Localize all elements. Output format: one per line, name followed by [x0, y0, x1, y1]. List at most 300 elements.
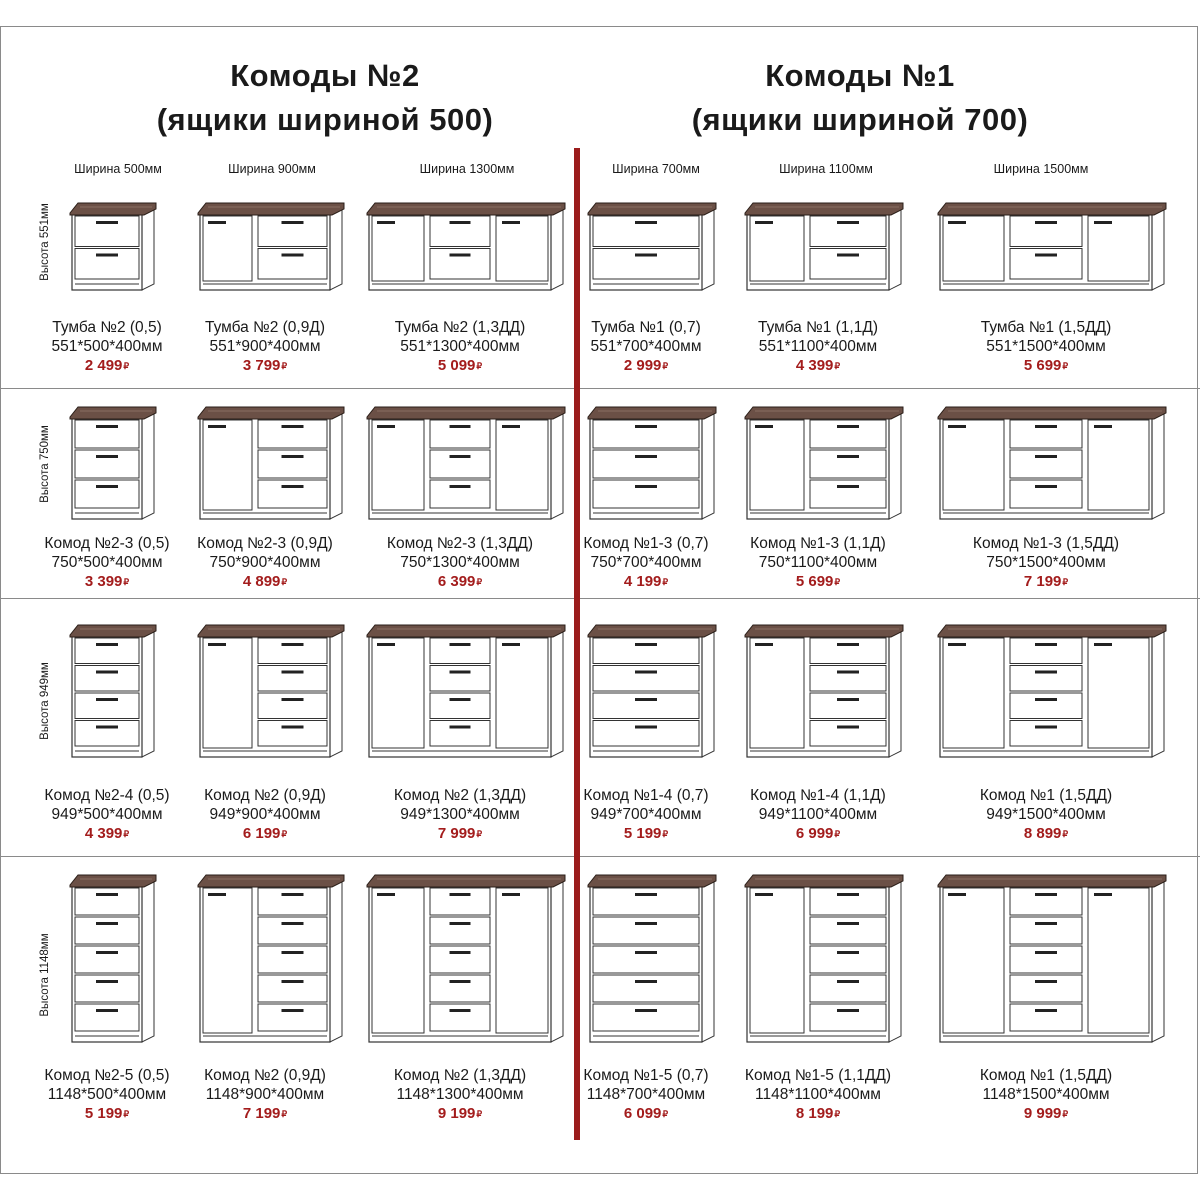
drawer-handle	[96, 726, 118, 729]
product-size: 1148*1100*400мм	[755, 1086, 881, 1103]
width-label: Ширина 700мм	[612, 162, 700, 176]
cabinet-side	[1152, 412, 1164, 519]
product-name: Тумба №2 (1,3ДД)	[394, 319, 526, 336]
drawer-handle	[450, 698, 471, 701]
product-name: Комод №2 (1,3ДД)	[393, 787, 527, 804]
product-size: 949*1500*400мм	[986, 806, 1106, 823]
drawer-front	[258, 420, 327, 448]
drawer-front	[810, 480, 886, 508]
product-card	[165, 786, 365, 844]
product-price	[946, 1104, 1146, 1124]
cabinet-drawing	[198, 200, 348, 300]
door-handle	[502, 425, 520, 428]
drawer-front	[430, 249, 490, 280]
drawer-handle	[450, 643, 471, 646]
cabinet-side	[702, 208, 714, 290]
product-price	[546, 824, 746, 844]
door-handle	[755, 221, 773, 224]
price-value: 6 399	[437, 573, 476, 590]
drawer-handle	[96, 951, 118, 954]
cabinet-side	[702, 880, 714, 1042]
height-label: Высота 750мм	[39, 425, 51, 503]
product-price	[165, 572, 365, 592]
drawer-front	[810, 249, 886, 280]
drawer-handle	[635, 671, 657, 674]
drawer-front	[810, 721, 886, 747]
currency-symbol: ₽	[662, 577, 669, 587]
door-handle	[502, 893, 520, 896]
product-price	[718, 356, 918, 376]
drawer-front	[75, 721, 139, 747]
cabinet-drawing	[938, 622, 1170, 767]
drawer-handle	[282, 698, 304, 701]
product-name: Комод №2 (0,9Д)	[204, 1067, 326, 1084]
product-size: 949*900*400мм	[209, 806, 321, 823]
drawer-handle	[282, 254, 304, 257]
drawer-front	[258, 721, 327, 747]
cabinet-worktop	[938, 875, 1166, 887]
product-name: Комод №2-3 (0,9Д)	[197, 535, 333, 552]
drawer-handle	[282, 221, 304, 224]
cabinet-side	[551, 208, 563, 290]
drawer-front	[810, 450, 886, 478]
door-handle	[377, 643, 395, 646]
door-handle	[377, 221, 395, 224]
cabinet-worktop	[198, 625, 344, 637]
door-front	[750, 420, 804, 510]
cabinet-worktop	[588, 203, 716, 215]
drawer-front	[1010, 693, 1082, 719]
drawer-handle	[282, 726, 304, 729]
currency-symbol: ₽	[476, 829, 483, 839]
cabinet-worktop	[938, 407, 1166, 419]
drawer-handle	[837, 485, 859, 488]
drawer-front	[810, 693, 886, 719]
cabinet-worktop	[367, 875, 565, 887]
width-label: Ширина 500мм	[74, 162, 162, 176]
drawer-front	[258, 216, 327, 247]
cabinet-drawing	[588, 200, 720, 300]
cabinet-drawing	[70, 404, 160, 529]
drawer-handle	[450, 254, 471, 257]
door-front	[1088, 216, 1149, 281]
currency-symbol: ₽	[123, 361, 130, 371]
product-name: Комод №2-5 (0,5)	[44, 1067, 170, 1084]
drawer-front	[593, 216, 699, 247]
drawer-front	[1010, 249, 1082, 280]
drawer-handle	[635, 893, 657, 896]
currency-symbol: ₽	[1062, 577, 1069, 587]
drawer-front	[75, 946, 139, 973]
door-front	[750, 638, 804, 748]
product-name: Комод №1-3 (1,1Д)	[750, 535, 886, 552]
drawer-handle	[837, 425, 859, 428]
product-name: Комод №1 (1,5ДД)	[979, 1067, 1113, 1084]
cabinet-side	[889, 412, 901, 519]
product-size: 949*700*400мм	[590, 806, 702, 823]
height-label: Высота 1148мм	[39, 933, 51, 1017]
door-front	[943, 638, 1004, 748]
product-card	[360, 318, 560, 376]
product-price	[165, 356, 365, 376]
door-front	[496, 638, 548, 748]
cabinet-worktop	[70, 625, 156, 637]
drawer-front	[1010, 946, 1082, 973]
drawer-handle	[635, 455, 657, 458]
currency-symbol: ₽	[834, 1109, 841, 1119]
drawer-front	[1010, 216, 1082, 247]
drawer-handle	[635, 698, 657, 701]
drawer-handle	[1035, 698, 1057, 701]
product-name: Комод №1-5 (1,1ДД)	[744, 1067, 892, 1084]
cabinet-worktop	[588, 625, 716, 637]
cabinet-worktop	[745, 407, 903, 419]
price-value: 7 999	[437, 825, 476, 842]
drawer-handle	[837, 1009, 859, 1012]
drawer-front	[75, 917, 139, 944]
cabinet-worktop	[70, 875, 156, 887]
cabinet-drawing	[367, 622, 569, 767]
drawer-front	[258, 1004, 327, 1031]
cabinet-side	[551, 630, 563, 757]
price-value: 3 399	[84, 573, 123, 590]
product-name: Комод №1-3 (0,7)	[583, 535, 709, 552]
cabinet-worktop	[938, 625, 1166, 637]
cabinet-worktop	[198, 407, 344, 419]
drawer-handle	[282, 893, 304, 896]
product-size: 949*500*400мм	[51, 806, 163, 823]
door-handle	[948, 425, 966, 428]
drawer-front	[1010, 1004, 1082, 1031]
drawer-handle	[837, 455, 859, 458]
product-size: 551*1100*400мм	[758, 338, 878, 355]
drawer-front	[258, 450, 327, 478]
drawer-handle	[1035, 893, 1057, 896]
cabinet-side	[1152, 630, 1164, 757]
product-price	[946, 824, 1146, 844]
drawer-front	[810, 946, 886, 973]
drawer-handle	[837, 254, 859, 257]
door-handle	[1094, 221, 1112, 224]
drawer-handle	[96, 643, 118, 646]
cabinet-drawing	[938, 404, 1170, 529]
product-card	[546, 534, 746, 592]
product-name: Комод №2 (0,9Д)	[204, 787, 326, 804]
width-label: Ширина 1500мм	[993, 162, 1089, 176]
price-value: 3 799	[242, 357, 281, 374]
cabinet-worktop	[745, 625, 903, 637]
product-card	[946, 534, 1146, 592]
drawer-front	[75, 666, 139, 692]
product-price	[546, 1104, 746, 1124]
product-card	[165, 318, 365, 376]
drawer-handle	[282, 951, 304, 954]
currency-symbol: ₽	[1062, 1109, 1069, 1119]
drawer-front	[430, 946, 490, 973]
drawer-front	[593, 721, 699, 747]
drawer-front	[593, 666, 699, 692]
door-front	[943, 888, 1004, 1033]
cabinet-side	[142, 208, 154, 290]
drawer-front	[810, 638, 886, 664]
drawer-handle	[282, 922, 304, 925]
door-handle	[208, 221, 226, 224]
drawer-handle	[96, 671, 118, 674]
left-title-line1: Комоды №2	[230, 58, 420, 93]
drawer-handle	[837, 893, 859, 896]
price-value: 6 999	[795, 825, 834, 842]
product-card	[360, 534, 560, 592]
door-front	[1088, 638, 1149, 748]
door-handle	[208, 425, 226, 428]
price-value: 5 699	[795, 573, 834, 590]
cabinet-side	[1152, 880, 1164, 1042]
drawer-front	[430, 693, 490, 719]
cabinet-side	[551, 880, 563, 1042]
drawer-handle	[1035, 643, 1057, 646]
product-card	[718, 786, 918, 844]
product-name: Комод №1-4 (1,1Д)	[750, 787, 886, 804]
product-name: Тумба №1 (0,7)	[591, 319, 701, 336]
product-size: 1148*700*400мм	[586, 1086, 706, 1103]
cabinet-side	[142, 630, 154, 757]
price-value: 6 199	[242, 825, 281, 842]
drawer-handle	[450, 671, 471, 674]
product-name: Комод №2-3 (0,5)	[44, 535, 170, 552]
cabinet-drawing	[367, 404, 569, 529]
door-handle	[1094, 893, 1112, 896]
drawer-handle	[282, 485, 304, 488]
door-front	[372, 888, 424, 1033]
drawer-handle	[635, 254, 657, 257]
drawer-front	[810, 975, 886, 1002]
product-size: 750*900*400мм	[209, 554, 321, 571]
product-price	[360, 1104, 560, 1124]
left-section-title	[75, 54, 575, 142]
drawer-front	[75, 420, 139, 448]
product-card	[546, 786, 746, 844]
product-price	[165, 1104, 365, 1124]
product-size: 750*700*400мм	[590, 554, 702, 571]
width-label: Ширина 1100мм	[779, 162, 873, 176]
product-price	[946, 572, 1146, 592]
drawer-handle	[837, 221, 859, 224]
door-handle	[377, 893, 395, 896]
cabinet-side	[330, 880, 342, 1042]
product-size: 1148*500*400мм	[47, 1086, 167, 1103]
price-value: 6 099	[623, 1105, 662, 1122]
drawer-front	[430, 216, 490, 247]
drawer-handle	[1035, 485, 1057, 488]
drawer-handle	[837, 922, 859, 925]
currency-symbol: ₽	[834, 361, 841, 371]
cabinet-side	[889, 880, 901, 1042]
price-value: 8 199	[795, 1105, 834, 1122]
drawer-handle	[450, 485, 471, 488]
drawer-handle	[837, 980, 859, 983]
door-handle	[208, 893, 226, 896]
price-value: 5 099	[437, 357, 476, 374]
drawer-handle	[450, 951, 471, 954]
door-front	[203, 420, 252, 510]
currency-symbol: ₽	[476, 361, 483, 371]
cabinet-worktop	[198, 875, 344, 887]
drawer-front	[1010, 480, 1082, 508]
product-size: 949*1300*400мм	[400, 806, 520, 823]
cabinet-drawing	[588, 404, 720, 529]
drawer-front	[593, 249, 699, 280]
drawer-front	[75, 888, 139, 915]
door-front	[943, 420, 1004, 510]
drawer-front	[75, 216, 139, 247]
drawer-front	[430, 975, 490, 1002]
product-name: Комод №2-4 (0,5)	[44, 787, 170, 804]
drawer-handle	[282, 643, 304, 646]
currency-symbol: ₽	[281, 577, 288, 587]
door-front	[496, 420, 548, 510]
door-handle	[755, 643, 773, 646]
currency-symbol: ₽	[476, 1109, 483, 1119]
product-name: Комод №2-3 (1,3ДД)	[386, 535, 534, 552]
cabinet-worktop	[588, 407, 716, 419]
row-divider	[0, 598, 1200, 599]
width-label: Ширина 900мм	[228, 162, 316, 176]
product-size: 551*1300*400мм	[400, 338, 520, 355]
drawer-handle	[96, 980, 118, 983]
currency-symbol: ₽	[834, 577, 841, 587]
cabinet-drawing	[938, 872, 1170, 1052]
drawer-front	[810, 1004, 886, 1031]
door-handle	[377, 425, 395, 428]
price-value: 4 899	[242, 573, 281, 590]
currency-symbol: ₽	[834, 829, 841, 839]
currency-symbol: ₽	[662, 829, 669, 839]
cabinet-side	[889, 630, 901, 757]
cabinet-drawing	[938, 200, 1170, 300]
product-size: 551*700*400мм	[590, 338, 702, 355]
currency-symbol: ₽	[1062, 361, 1069, 371]
drawer-front	[430, 666, 490, 692]
drawer-front	[593, 917, 699, 944]
drawer-front	[593, 975, 699, 1002]
drawer-front	[810, 420, 886, 448]
drawer-handle	[450, 425, 471, 428]
currency-symbol: ₽	[1062, 829, 1069, 839]
currency-symbol: ₽	[281, 361, 288, 371]
product-price	[718, 572, 918, 592]
drawer-front	[75, 450, 139, 478]
price-value: 7 199	[242, 1105, 281, 1122]
cabinet-drawing	[588, 622, 720, 767]
product-name: Тумба №2 (0,5)	[52, 319, 162, 336]
currency-symbol: ₽	[662, 361, 669, 371]
drawer-front	[593, 1004, 699, 1031]
product-size: 1148*1500*400мм	[982, 1086, 1110, 1103]
drawer-handle	[282, 1009, 304, 1012]
product-card	[718, 1066, 918, 1124]
drawer-handle	[1035, 980, 1057, 983]
cabinet-side	[142, 412, 154, 519]
cabinet-side	[330, 630, 342, 757]
drawer-handle	[1035, 726, 1057, 729]
drawer-handle	[450, 980, 471, 983]
drawer-front	[810, 666, 886, 692]
product-size: 949*1100*400мм	[758, 806, 878, 823]
drawer-front	[810, 917, 886, 944]
product-size: 1148*1300*400мм	[396, 1086, 524, 1103]
door-front	[203, 216, 252, 281]
drawer-front	[430, 638, 490, 664]
product-name: Тумба №1 (1,1Д)	[757, 319, 879, 336]
drawer-front	[593, 888, 699, 915]
cabinet-drawing	[198, 622, 348, 767]
product-size: 750*500*400мм	[51, 554, 163, 571]
product-price	[360, 572, 560, 592]
cabinet-side	[702, 412, 714, 519]
door-handle	[1094, 643, 1112, 646]
drawer-front	[593, 480, 699, 508]
drawer-handle	[96, 485, 118, 488]
drawer-front	[258, 917, 327, 944]
drawer-handle	[837, 698, 859, 701]
cabinet-side	[551, 412, 563, 519]
price-value: 2 499	[84, 357, 123, 374]
product-name: Комод №1 (1,5ДД)	[979, 787, 1113, 804]
drawer-handle	[837, 671, 859, 674]
drawer-front	[593, 450, 699, 478]
cabinet-drawing	[745, 872, 907, 1052]
product-size: 551*500*400мм	[51, 338, 163, 355]
door-handle	[948, 643, 966, 646]
drawer-front	[258, 249, 327, 280]
price-value: 5 699	[1023, 357, 1062, 374]
drawer-front	[258, 975, 327, 1002]
door-front	[372, 420, 424, 510]
right-title-line2: (ящики шириной 700)	[691, 102, 1029, 137]
cabinet-drawing	[588, 872, 720, 1052]
door-front	[750, 216, 804, 281]
drawer-handle	[635, 951, 657, 954]
price-value: 5 199	[84, 1105, 123, 1122]
drawer-front	[430, 917, 490, 944]
cabinet-worktop	[588, 875, 716, 887]
product-size: 551*1500*400мм	[986, 338, 1106, 355]
door-handle	[208, 643, 226, 646]
height-label: Высота 551мм	[39, 203, 51, 281]
price-value: 4 399	[84, 825, 123, 842]
product-card	[360, 786, 560, 844]
product-price	[360, 824, 560, 844]
cabinet-side	[702, 630, 714, 757]
drawer-handle	[450, 221, 471, 224]
drawer-handle	[635, 221, 657, 224]
cabinet-worktop	[367, 407, 565, 419]
left-title-line2: (ящики шириной 500)	[156, 102, 494, 137]
drawer-handle	[1035, 922, 1057, 925]
cabinet-drawing	[198, 404, 348, 529]
cabinet-drawing	[745, 622, 907, 767]
product-card	[946, 1066, 1146, 1124]
drawer-front	[1010, 420, 1082, 448]
row-divider	[0, 388, 1200, 389]
price-value: 7 199	[1023, 573, 1062, 590]
drawer-handle	[837, 951, 859, 954]
product-card	[165, 1066, 365, 1124]
product-price	[360, 356, 560, 376]
row-divider	[0, 856, 1200, 857]
drawer-handle	[837, 643, 859, 646]
drawer-handle	[96, 455, 118, 458]
